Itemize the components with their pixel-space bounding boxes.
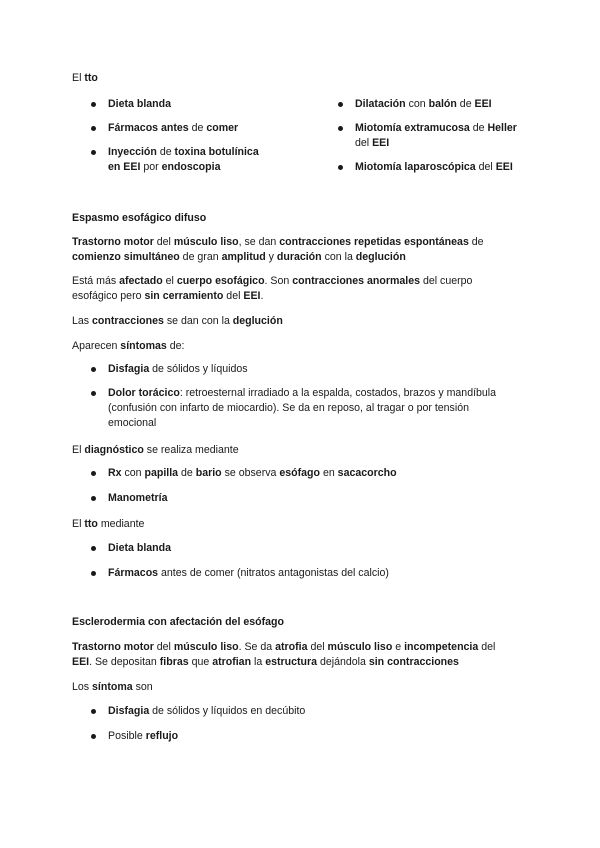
text-run: e bbox=[392, 641, 405, 653]
text-run: Los bbox=[72, 681, 93, 693]
list-item bbox=[88, 97, 298, 112]
text-run: del cuerpo bbox=[420, 275, 473, 287]
text-run: son bbox=[132, 681, 153, 693]
text-run: con bbox=[121, 467, 145, 479]
text-run: del bbox=[307, 641, 328, 653]
paragraph bbox=[72, 314, 532, 329]
symptom-list bbox=[88, 704, 538, 744]
list-item bbox=[88, 704, 538, 719]
text-run: de bbox=[178, 467, 196, 479]
bold-text: Manometría bbox=[108, 492, 168, 504]
bold-text: reflujo bbox=[145, 730, 179, 742]
text-run: el bbox=[162, 275, 177, 287]
section-heading: Esclerodermia con afectación del esófago bbox=[72, 616, 284, 628]
bold-text: Inyección bbox=[108, 146, 157, 158]
text-run: de bbox=[469, 122, 488, 134]
text-run: de: bbox=[166, 340, 185, 352]
bold-text: sacacorcho bbox=[337, 467, 397, 479]
paragraph bbox=[72, 517, 532, 532]
list-item bbox=[88, 566, 538, 581]
bold-text: comienzo simultáneo bbox=[72, 251, 180, 263]
text-run: de bbox=[456, 98, 475, 110]
text-run: Las bbox=[72, 315, 93, 327]
bold-text: EEI bbox=[243, 290, 261, 302]
list-item bbox=[88, 729, 538, 744]
bold-text: amplitud bbox=[221, 251, 266, 263]
paragraph bbox=[72, 640, 542, 670]
bold-text: toxina botulínica bbox=[174, 146, 259, 158]
text-run: . Se da bbox=[238, 641, 276, 653]
text-run: en bbox=[320, 467, 338, 479]
bold-text: Dieta blanda bbox=[108, 98, 171, 110]
bold-text: diagnóstico bbox=[84, 444, 144, 456]
bold-text: estructura bbox=[265, 656, 317, 668]
bold-text: deglución bbox=[355, 251, 406, 263]
bold-text: músculo liso bbox=[173, 641, 239, 653]
tto-intro: El tto bbox=[72, 72, 98, 84]
text-run: de bbox=[156, 146, 175, 158]
paragraph bbox=[72, 274, 532, 304]
text-run: del bbox=[355, 137, 373, 149]
text-run: dejándola bbox=[317, 656, 369, 668]
bold-text: sin contracciones bbox=[368, 656, 459, 668]
bold-text: síntomas bbox=[120, 340, 167, 352]
text-run: del bbox=[475, 161, 496, 173]
section-heading: Espasmo esofágico difuso bbox=[72, 212, 207, 224]
bold-text: EEI bbox=[495, 161, 513, 173]
text-run: . Se depositan bbox=[89, 656, 160, 668]
bold-text: fibras bbox=[159, 656, 189, 668]
paragraph bbox=[72, 235, 532, 265]
bold-text: sin cerramiento bbox=[144, 290, 224, 302]
bold-text: músculo liso bbox=[173, 236, 239, 248]
list-item bbox=[88, 145, 298, 175]
text-run: con bbox=[405, 98, 429, 110]
paragraph bbox=[72, 443, 532, 458]
text-run: Está más bbox=[72, 275, 120, 287]
text-run: de gran bbox=[179, 251, 222, 263]
bold-text: EEI bbox=[72, 656, 90, 668]
text-run: esofágico pero bbox=[72, 290, 145, 302]
list-item bbox=[88, 362, 538, 377]
text-run: se dan con la bbox=[163, 315, 233, 327]
text-run: del bbox=[153, 236, 174, 248]
text-run: Posible bbox=[108, 730, 146, 742]
symptom-list bbox=[88, 362, 538, 431]
bold-text: Trastorno motor bbox=[72, 641, 154, 653]
bold-text: balón bbox=[428, 98, 457, 110]
text-run: se observa bbox=[221, 467, 280, 479]
bold-text: Miotomía laparoscópica bbox=[355, 161, 476, 173]
bold-text: bario bbox=[195, 467, 222, 479]
text-run: de sólidos y líquidos bbox=[149, 363, 248, 375]
paragraph bbox=[72, 680, 532, 695]
bold-text: músculo liso bbox=[327, 641, 393, 653]
text-run: que bbox=[188, 656, 213, 668]
text-run: antes de comer (nitratos antagonistas del calcio) bbox=[158, 567, 389, 579]
bold-text: endoscopia bbox=[161, 161, 221, 173]
list-item bbox=[88, 541, 538, 556]
diagnosis-list bbox=[88, 466, 538, 506]
list-item bbox=[88, 386, 538, 431]
bold-text: síntoma bbox=[92, 681, 133, 693]
text-run: . bbox=[260, 290, 264, 302]
bold-text: afectado bbox=[119, 275, 163, 287]
bold-text: Disfagia bbox=[108, 363, 150, 375]
tto-right-list bbox=[335, 97, 555, 175]
list-item bbox=[88, 466, 538, 481]
text-run: El bbox=[72, 518, 85, 530]
bold-text: tto bbox=[84, 518, 98, 530]
text-run: (confusión con infarto de miocardio). Se da en reposo, al tragar o por tensión bbox=[108, 402, 469, 414]
bold-text: Miotomía extramucosa bbox=[355, 122, 470, 134]
tto-left-list bbox=[88, 97, 298, 175]
text-run: del bbox=[223, 290, 244, 302]
text-run: de sólidos y líquidos en decúbito bbox=[149, 705, 306, 717]
bold-text: duración bbox=[276, 251, 322, 263]
bold-text: cuerpo esofágico bbox=[176, 275, 265, 287]
bold-text: esófago bbox=[279, 467, 320, 479]
bold-text: Heller bbox=[487, 122, 517, 134]
text-run: de bbox=[188, 122, 207, 134]
text-run: Aparecen bbox=[72, 340, 121, 352]
text-run: la bbox=[251, 656, 266, 668]
text-run: mediante bbox=[97, 518, 145, 530]
list-item bbox=[88, 491, 538, 506]
text-run: : retroesternal irradiado a la espalda, costados, brazos y mandíbula bbox=[179, 387, 497, 399]
text-run: emocional bbox=[108, 417, 157, 429]
bold-text: comer bbox=[206, 122, 239, 134]
bold-text: Rx bbox=[108, 467, 122, 479]
bold-text: contracciones bbox=[92, 315, 164, 327]
list-item bbox=[88, 121, 298, 136]
bold-text: en EEI bbox=[108, 161, 141, 173]
list-item bbox=[335, 160, 555, 175]
text-run: y bbox=[265, 251, 277, 263]
treatment-list bbox=[88, 541, 538, 581]
bold-text: contracciones anormales bbox=[292, 275, 421, 287]
bold-text: atrofian bbox=[212, 656, 252, 668]
bold-text: Dilatación bbox=[355, 98, 406, 110]
text-run: del bbox=[478, 641, 496, 653]
bold-text: EEI bbox=[474, 98, 492, 110]
paragraph bbox=[72, 339, 532, 354]
bold-text: Fármacos bbox=[108, 567, 159, 579]
bold-text: Trastorno motor bbox=[72, 236, 154, 248]
bold-text: EEI bbox=[372, 137, 390, 149]
text-run: . Son bbox=[264, 275, 293, 287]
text-run: del bbox=[153, 641, 174, 653]
text-run: por bbox=[140, 161, 162, 173]
text-run: de bbox=[468, 236, 484, 248]
bold-text: papilla bbox=[144, 467, 179, 479]
bold-text: Fármacos antes bbox=[108, 122, 189, 134]
list-item bbox=[335, 121, 555, 151]
bold-text: deglución bbox=[232, 315, 283, 327]
text-run: El bbox=[72, 444, 85, 456]
text-run: se realiza mediante bbox=[143, 444, 239, 456]
bold-text: Dolor torácico bbox=[108, 387, 180, 399]
bold-text: contracciones repetidas espontáneas bbox=[279, 236, 469, 248]
list-item bbox=[335, 97, 555, 112]
text-run: con la bbox=[321, 251, 356, 263]
bold-text: Dieta blanda bbox=[108, 542, 171, 554]
text-run: , se dan bbox=[238, 236, 280, 248]
bold-text: incompetencia bbox=[404, 641, 479, 653]
bold-text: atrofia bbox=[275, 641, 308, 653]
bold-text: Disfagia bbox=[108, 705, 150, 717]
